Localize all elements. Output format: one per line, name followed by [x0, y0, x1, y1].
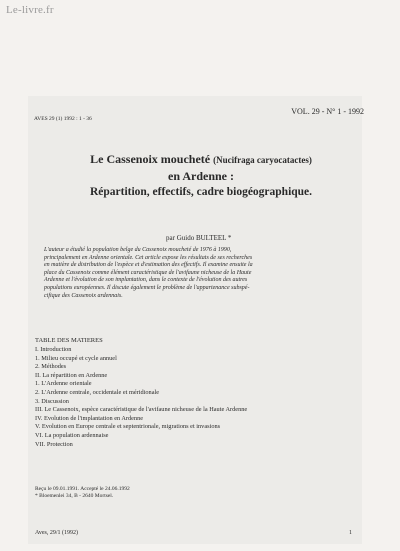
toc-item: 2. Méthodes — [35, 363, 67, 371]
abstract-line: place du Cassenoix comme élément caractéristique de l'avifaune nicheuse de la Haute — [44, 269, 252, 276]
title-scientific-name: (Nucifraga caryocatactes) — [213, 155, 312, 165]
toc-item: 1. L'Ardenne orientale — [35, 380, 92, 388]
footer-journal: Aves, 29/1 (1992) — [35, 530, 79, 536]
toc-item: I. Introduction — [35, 346, 72, 353]
citation-label: AVES 29 (1) 1992 : 1 - 36 — [34, 116, 92, 122]
abstract-line: L'auteur a étudié la population belge du Cassenoix moucheté de 1976 à 1990, — [44, 247, 232, 253]
author-line: par Guido BULTEEL * — [166, 234, 232, 242]
abstract-line: principalement en Ardenne orientale. Cet article expose les résultats de ses recherches — [44, 254, 253, 261]
toc-item: 3. Discussion — [35, 397, 69, 405]
abstract-line: populations européennes. Il discute également le problème de l'appartenance subspé- — [44, 284, 250, 291]
toc-item: VII. Protection — [35, 440, 73, 448]
abstract — [44, 247, 338, 300]
toc-item: VI. La population ardennaise — [35, 431, 109, 439]
toc-heading: TABLE DES MATIERES — [35, 337, 103, 344]
toc-item: III. Le Cassenoix, espèce caractéristique de l'avifaune nicheuse de la Haute Ardenne — [35, 406, 248, 414]
watermark-logo: Le-livre.fr — [6, 4, 54, 16]
page-number: 1 — [349, 530, 352, 536]
abstract-line: en matière de distribution de l'espèce et d'estimation des effectifs. Il examine ensuite la — [44, 262, 253, 269]
abstract-line: Ardenne et l'évolution de son implantation, dans le contexte de l'évolution des autres — [44, 277, 248, 284]
toc-item: IV. Evolution de l'implantation en Ardenne — [35, 414, 144, 422]
toc-item: II. La répartition en Ardenne — [35, 371, 108, 379]
footnote — [35, 486, 130, 500]
toc-item: 2. L'Ardenne centrale, occidentale et méridionale — [35, 388, 160, 396]
title-common-name: Le Cassenoix moucheté — [90, 152, 211, 166]
article-title — [40, 151, 362, 200]
title-line-3: Répartition, effectifs, cadre biogéographique. — [89, 186, 313, 198]
volume-label: VOL. 29 - N° 1 - 1992 — [291, 107, 364, 116]
author-address: * Bloemenlei 34, B - 2640 Mortsel. — [35, 493, 114, 499]
abstract-line: cifique des Cassenoix ardennais. — [44, 292, 123, 299]
received-date: Reçu le 09.01.1991. Accepté le 24.06.1992 — [35, 486, 130, 492]
toc-item: 1. Milieu occupé et cycle annuel — [35, 354, 117, 362]
toc-item: V. Evolution en Europe centrale et septentrionale, migrations et invasions — [35, 423, 221, 431]
table-of-contents — [35, 346, 355, 449]
title-line-2: en Ardenne : — [168, 169, 234, 183]
